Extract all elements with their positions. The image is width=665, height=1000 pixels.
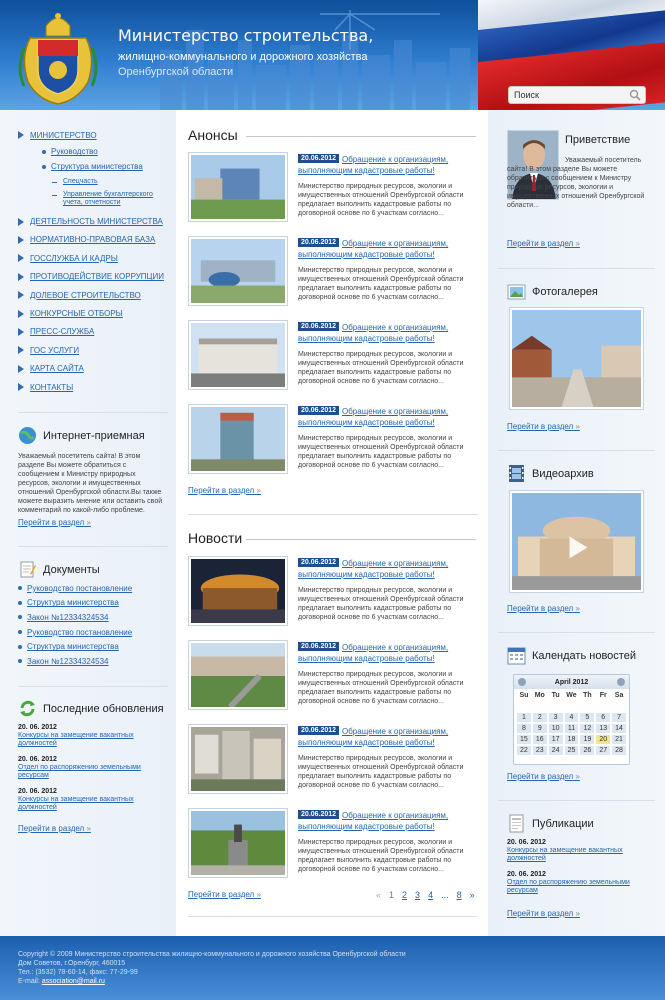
divider <box>188 514 478 515</box>
calendar-day[interactable]: 10 <box>549 724 563 733</box>
main-content <box>176 110 488 936</box>
publications-more-link[interactable]: Перейти в раздел » <box>507 909 580 918</box>
update-link[interactable]: Отдел по распоряжению земельными ресурсам <box>18 764 141 779</box>
date-badge: 20.06.2012 <box>298 154 339 163</box>
nav-item-sitemap[interactable] <box>18 360 168 378</box>
news-item <box>188 808 478 880</box>
nav-item-label[interactable]: НОРМАТИВНО-ПРАВОВАЯ БАЗА <box>30 235 156 245</box>
arrow-right-icon <box>18 291 24 299</box>
date-badge: 20.06.2012 <box>298 810 339 819</box>
news-image[interactable] <box>188 640 288 710</box>
calendar-day[interactable]: 12 <box>580 724 594 733</box>
calendar-day[interactable]: 9 <box>533 724 547 733</box>
nav-item-label[interactable]: ПРЕСС-СЛУЖБА <box>30 327 95 337</box>
publication-date: 20. 06. 2012 <box>507 871 546 878</box>
document-link[interactable]: Закон №12334324534 <box>27 656 109 666</box>
arrow-right-icon <box>18 328 24 336</box>
video-thumbnail[interactable] <box>509 490 644 593</box>
document-link[interactable]: Руководство постановление <box>27 583 133 593</box>
announcements-more-link[interactable]: Перейти в раздел » <box>188 486 261 495</box>
calendar-day[interactable]: 22 <box>517 746 531 755</box>
calendar-day[interactable]: 13 <box>596 724 610 733</box>
divider <box>498 450 655 451</box>
announcement-text: Министерство природных ресурсов, экологии и имущественных отношений Оренбургской области предлагает выполнить кадастровые работы по договорной основе по 6 участкам согласно... <box>298 435 464 469</box>
bullet-icon <box>18 659 22 663</box>
arrow-right-icon <box>18 218 24 226</box>
arrow-right-icon <box>18 131 24 139</box>
document-link[interactable]: Структура министерства <box>27 598 119 608</box>
bullet-icon <box>18 615 22 619</box>
nav-item-label[interactable]: ГОССЛУЖБА И КАДРЫ <box>30 253 118 263</box>
calendar-weekday: Th <box>583 692 592 699</box>
site-subtitle: жилищно-коммунального и дорожного хозяйства <box>118 51 368 63</box>
bullet-icon <box>18 630 22 634</box>
calendar-day[interactable]: 1 <box>517 713 531 722</box>
reception-title <box>18 426 145 445</box>
nav-subitem-leadership[interactable] <box>42 144 168 159</box>
calendar-day[interactable]: 23 <box>533 746 547 755</box>
nav-item-civil-service[interactable] <box>18 249 168 267</box>
announcement-text: Министерство природных ресурсов, экологии и имущественных отношений Оренбургской области предлагает выполнить кадастровые работы по договорной основе по 6 участкам согласно... <box>298 183 464 217</box>
announcement-title-link[interactable]: Обращение к организациям, выполняющим кадастровые работы! <box>298 239 449 259</box>
gallery-title <box>507 282 598 301</box>
nav-item-legal-base[interactable] <box>18 231 168 249</box>
arrow-right-icon <box>18 346 24 354</box>
calendar-day[interactable]: 15 <box>517 735 531 744</box>
update-date: 20. 06. 2012 <box>18 788 57 795</box>
announcement-image[interactable] <box>188 236 288 306</box>
pager-prev[interactable]: « <box>376 890 382 900</box>
pager-page[interactable]: 2 <box>402 890 408 900</box>
calendar-day[interactable]: 11 <box>565 724 579 733</box>
document-item[interactable] <box>18 610 168 625</box>
nav-item-label[interactable]: МИНИСТЕРСТВО <box>30 130 97 140</box>
left-sidebar <box>0 110 176 936</box>
nav-item-label[interactable]: ПРОТИВОДЕЙСТВИЕ КОРРУПЦИИ <box>30 272 164 282</box>
bullet-icon <box>18 586 22 590</box>
news-image[interactable] <box>188 556 288 626</box>
refresh-icon <box>18 699 37 718</box>
search-input[interactable] <box>509 87 619 103</box>
calendar-day[interactable]: 7 <box>612 713 626 722</box>
news-image[interactable] <box>188 808 288 878</box>
announcement-title-link[interactable]: Обращение к организациям, выполняющим кадастровые работы! <box>298 323 449 343</box>
nav-item-gov-services[interactable] <box>18 341 168 359</box>
announcement-text: Министерство природных ресурсов, экологии и имущественных отношений Оренбургской области предлагает выполнить кадастровые работы по договорной основе по 6 участкам согласно... <box>298 351 464 385</box>
footer-address: Дом Советов, г.Оренбург, 460015 <box>18 960 126 967</box>
calendar-day[interactable]: 21 <box>612 735 626 744</box>
video-title <box>507 464 594 483</box>
search-icon[interactable] <box>629 89 641 101</box>
announcement-image[interactable] <box>188 320 288 390</box>
footer-email-row <box>18 977 665 986</box>
calendar-prev-icon[interactable] <box>518 678 526 686</box>
calendar-title-text: Календать новостей <box>532 649 636 662</box>
right-sidebar <box>488 110 665 936</box>
nav-subitem-label[interactable]: Руководство <box>51 147 98 157</box>
divider <box>498 800 655 801</box>
news-text: Министерство природных ресурсов, экологии и имущественных отношений Оренбургской области предлагает выполнить кадастровые работы по договорной основе по 6 участкам согласно... <box>298 839 464 873</box>
document-item[interactable] <box>18 625 168 640</box>
updates-list <box>18 724 168 820</box>
site-region: Оренбургской области <box>118 66 234 78</box>
nav-sub2-item-accounting[interactable] <box>52 191 168 207</box>
document-item[interactable] <box>18 581 168 596</box>
dash-icon <box>52 182 57 183</box>
divider <box>188 916 478 917</box>
document-link[interactable]: Структура министерства <box>27 642 119 652</box>
publication-link[interactable]: Конкурсы на замещение вакантных должностей <box>507 847 623 862</box>
pagination <box>372 890 479 900</box>
calendar-weekday: Mo <box>534 692 545 699</box>
calendar-day[interactable]: 5 <box>580 713 594 722</box>
divider <box>498 268 655 269</box>
publications-list <box>507 839 657 903</box>
video-more-link[interactable]: Перейти в раздел » <box>507 604 580 613</box>
site-footer <box>0 936 665 1000</box>
nav-item-tenders[interactable] <box>18 304 168 322</box>
calendar-day[interactable]: 25 <box>565 746 579 755</box>
publications-title <box>507 814 594 833</box>
news-title-link[interactable]: Обращение к организациям, выполняющим кадастровые работы! <box>298 727 449 747</box>
announcement-image[interactable] <box>188 404 288 474</box>
calendar-empty-cell <box>565 702 579 711</box>
pager-page[interactable]: 4 <box>428 890 434 900</box>
announcement-image[interactable] <box>188 152 288 222</box>
calendar-empty-cell <box>612 702 626 711</box>
nav-sub2-label[interactable]: Управление бухгалтерского учета, отчетности <box>63 191 153 207</box>
news-title: Новости <box>188 530 243 546</box>
update-date: 20. 06. 2012 <box>18 756 57 763</box>
calendar-day[interactable]: 17 <box>549 735 563 744</box>
calendar-day[interactable]: 19 <box>580 735 594 744</box>
documents-title <box>18 560 100 579</box>
calendar-weekday: We <box>566 692 577 699</box>
calendar-empty-cell <box>533 702 547 711</box>
news-text: Министерство природных ресурсов, экологии и имущественных отношений Оренбургской области предлагает выполнить кадастровые работы по договорной основе по 6 участкам согласно... <box>298 755 464 789</box>
announcement-item <box>188 236 478 308</box>
reception-more-link[interactable]: Перейти в раздел » <box>18 518 91 527</box>
footer-email-label: E-mail: <box>18 978 40 985</box>
news-calendar <box>513 674 630 765</box>
divider <box>246 136 476 137</box>
date-badge: 20.06.2012 <box>298 558 339 567</box>
publications-title-text: Публикации <box>532 817 594 830</box>
calendar-month: April 2012 <box>554 678 589 686</box>
announcement-item <box>188 152 478 224</box>
greeting-text: Уважаемый посетитель сайта! В этом разделе Вы можете обратиться с сообщением к Министру природных ресурсов, экологии и имущественных отношений Оренбургской области... <box>507 157 645 209</box>
nav-submenu <box>18 144 168 174</box>
news-text: Министерство природных ресурсов, экологии и имущественных отношений Оренбургской области предлагает выполнить кадастровые работы по договорной основе по 6 участкам согласно... <box>298 671 464 705</box>
nav-item-contacts[interactable] <box>18 378 168 396</box>
search-box <box>508 86 646 104</box>
nav-item-label[interactable]: КАРТА САЙТА <box>30 364 84 374</box>
calendar-icon <box>507 646 526 665</box>
pager-next[interactable]: » <box>469 890 475 900</box>
calendar-title <box>507 646 636 665</box>
nav-item-shared-construction[interactable] <box>18 286 168 304</box>
calendar-day[interactable]: 28 <box>612 746 626 755</box>
bullet-icon <box>42 165 46 169</box>
calendar-weekday: Tu <box>551 692 560 699</box>
bullet-icon <box>18 645 22 649</box>
news-item <box>188 640 478 712</box>
calendar-day[interactable]: 18 <box>565 735 579 744</box>
date-badge: 20.06.2012 <box>298 238 339 247</box>
document-item[interactable] <box>18 639 168 654</box>
nav-item-press[interactable] <box>18 323 168 341</box>
calendar-grid <box>514 689 629 757</box>
calendar-day[interactable]: 3 <box>549 713 563 722</box>
calendar-day[interactable]: 2 <box>533 713 547 722</box>
calendar-more-link[interactable]: Перейти в раздел » <box>507 772 580 781</box>
nav-item-label[interactable]: ГОС УСЛУГИ <box>30 345 80 355</box>
calendar-empty-cell <box>549 702 563 711</box>
news-image[interactable] <box>188 724 288 794</box>
news-title-link[interactable]: Обращение к организациям, выполняющим кадастровые работы! <box>298 643 449 663</box>
calendar-weekday: Sa <box>614 692 624 699</box>
coat-of-arms-icon <box>16 8 100 106</box>
calendar-weekday: Su <box>519 692 529 699</box>
calendar-header <box>514 675 629 689</box>
calendar-day[interactable]: 8 <box>517 724 531 733</box>
nav-item-label[interactable]: ДОЛЕВОЕ СТРОИТЕЛЬСТВО <box>30 290 141 300</box>
globe-icon <box>18 426 37 445</box>
reception-text: Уважаемый посетитель сайта! В этом разделе Вы можете обратиться с сообщением к Министру природных ресурсов, экологии и имущественных отношений Оренбургской области.Вы также можете выразить мнение или оставить свой комментарий по какой-либо проблеме. <box>18 453 163 514</box>
calendar-day[interactable]: 16 <box>533 735 547 744</box>
film-icon <box>507 464 526 483</box>
calendar-next-icon[interactable] <box>617 678 625 686</box>
arrow-right-icon <box>18 273 24 281</box>
news-title-link[interactable]: Обращение к организациям, выполняющим кадастровые работы! <box>298 559 449 579</box>
news-item <box>188 556 478 628</box>
nav-item-label[interactable]: ДЕЯТЕЛЬНОСТЬ МИНИСТЕРСТВА <box>30 217 163 227</box>
nav-submenu-level2 <box>18 178 168 207</box>
divider <box>498 632 655 633</box>
date-badge: 20.06.2012 <box>298 322 339 331</box>
document-item[interactable] <box>18 596 168 611</box>
calendar-empty-cell <box>596 702 610 711</box>
arrow-right-icon <box>18 254 24 262</box>
footer-copyright: Copyright © 2009 Министерство строительства жилищно-коммунального и дорожного хозяйства Оренбургской области <box>18 951 406 958</box>
footer-email-link[interactable]: association@mail.ru <box>41 978 105 985</box>
video-title-text: Видеоархив <box>532 467 594 480</box>
bullet-icon <box>42 150 46 154</box>
calendar-day[interactable]: 27 <box>596 746 610 755</box>
publication-link[interactable]: Отдел по распоряжению земельными ресурсам <box>507 879 630 894</box>
documents-list <box>18 581 168 669</box>
calendar-empty-cell <box>580 702 594 711</box>
nav-item-ministry[interactable] <box>18 126 168 144</box>
main-navigation <box>18 126 168 396</box>
divider <box>18 686 168 687</box>
nav-item-activity[interactable] <box>18 212 168 230</box>
arrow-right-icon <box>18 365 24 373</box>
calendar-day[interactable]: 24 <box>549 746 563 755</box>
divider <box>18 546 168 547</box>
greeting-more-link[interactable]: Перейти в раздел » <box>507 239 580 248</box>
news-more-link[interactable]: Перейти в раздел » <box>188 890 261 899</box>
greeting-title: Приветствие <box>565 134 631 146</box>
reception-title-text: Интернет-приемная <box>43 429 145 442</box>
nav-sub2-label[interactable]: Спецчасть <box>63 178 98 186</box>
publication-icon <box>507 814 526 833</box>
arrow-right-icon <box>18 236 24 244</box>
gallery-title-text: Фотогалерея <box>532 285 598 298</box>
photo-icon <box>507 282 526 301</box>
document-link[interactable]: Закон №12334324534 <box>27 612 109 622</box>
calendar-empty-cell <box>517 702 531 711</box>
pager-page[interactable]: 3 <box>415 890 421 900</box>
documents-title-text: Документы <box>43 563 100 576</box>
updates-title <box>18 699 164 718</box>
update-link[interactable]: Конкурсы на замещение вакантных должностей <box>18 796 134 811</box>
announcement-title-link[interactable]: Обращение к организациям, выполняющим кадастровые работы! <box>298 407 449 427</box>
arrow-right-icon <box>18 310 24 318</box>
document-link[interactable]: Руководство постановление <box>27 627 133 637</box>
bullet-icon <box>18 601 22 605</box>
announcement-item <box>188 320 478 392</box>
calendar-day[interactable]: 4 <box>565 713 579 722</box>
update-date: 20. 06. 2012 <box>18 724 57 731</box>
nav-item-label[interactable]: КОНКУРСНЫЕ ОТБОРЫ <box>30 309 123 319</box>
calendar-day[interactable]: 14 <box>612 724 626 733</box>
nav-item-anticorruption[interactable] <box>18 268 168 286</box>
announcements-title: Анонсы <box>188 127 238 143</box>
date-badge: 20.06.2012 <box>298 642 339 651</box>
announcement-title-link[interactable]: Обращение к организациям, выполняющим кадастровые работы! <box>298 155 449 175</box>
update-link[interactable]: Конкурсы на замещение вакантных должностей <box>18 732 134 747</box>
nav-subitem-label[interactable]: Структура министерства <box>51 162 143 172</box>
news-text: Министерство природных ресурсов, экологии и имущественных отношений Оренбургской области предлагает выполнить кадастровые работы по договорной основе по 6 участкам согласно... <box>298 587 464 621</box>
document-item[interactable] <box>18 654 168 669</box>
news-title-link[interactable]: Обращение к организациям, выполняющим кадастровые работы! <box>298 811 449 831</box>
pager-page[interactable]: 8 <box>456 890 462 900</box>
announcement-item <box>188 404 478 476</box>
calendar-day-today[interactable]: 20 <box>596 735 610 744</box>
publication-date: 20. 06. 2012 <box>507 839 546 846</box>
pager-page-current[interactable]: 1 <box>389 890 395 900</box>
calendar-day[interactable]: 6 <box>596 713 610 722</box>
nav-sub2-item-special[interactable] <box>52 178 168 186</box>
site-title: Министерство строительства, <box>118 26 374 45</box>
gallery-photo[interactable] <box>509 307 644 410</box>
news-item <box>188 724 478 796</box>
dash-icon <box>52 195 57 196</box>
updates-more-link[interactable]: Перейти в раздел » <box>18 824 91 833</box>
pager-ellipsis: ... <box>441 890 449 900</box>
site-header <box>0 0 665 110</box>
announcement-text: Министерство природных ресурсов, экологии и имущественных отношений Оренбургской области предлагает выполнить кадастровые работы по договорной основе по 6 участкам согласно... <box>298 267 464 301</box>
nav-subitem-structure[interactable] <box>42 159 168 174</box>
updates-title-text: Последние обновления <box>43 702 164 715</box>
calendar-weekday: Fr <box>599 692 607 699</box>
calendar-day[interactable]: 26 <box>580 746 594 755</box>
gallery-more-link[interactable]: Перейти в раздел » <box>507 422 580 431</box>
date-badge: 20.06.2012 <box>298 726 339 735</box>
date-badge: 20.06.2012 <box>298 406 339 415</box>
divider <box>246 539 476 540</box>
document-icon <box>18 560 37 579</box>
footer-phone: Тел.: (3532) 78-60-14, факс: 77-29-99 <box>18 969 138 976</box>
arrow-right-icon <box>18 383 24 391</box>
nav-item-label[interactable]: КОНТАКТЫ <box>30 382 74 392</box>
divider <box>18 412 168 413</box>
